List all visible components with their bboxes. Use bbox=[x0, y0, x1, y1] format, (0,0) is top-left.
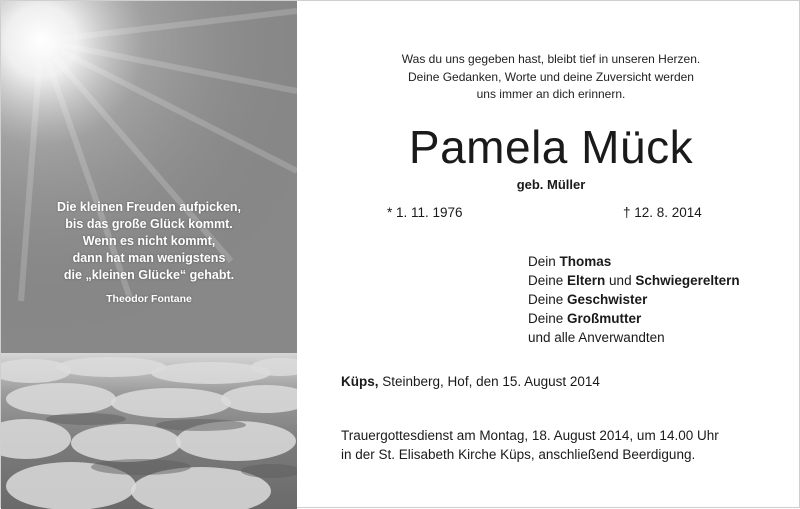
quote-line: Die kleinen Freuden aufpicken, bbox=[56, 200, 242, 214]
mourner-name: Schwiegereltern bbox=[635, 273, 740, 288]
epigraph-line: Deine Gedanken, Worte und deine Zuversicht werden bbox=[408, 69, 694, 84]
mourner-name: Geschwister bbox=[567, 292, 648, 307]
mourner-conjunction: und bbox=[605, 273, 636, 288]
sky-photo bbox=[1, 1, 297, 509]
quote bbox=[1, 199, 297, 284]
place-town: Küps, bbox=[341, 374, 379, 389]
mourner-prefix: Deine bbox=[528, 273, 568, 288]
service-line: Trauergottesdienst am Montag, 18. August 2014, um 14.00 Uhr bbox=[341, 428, 719, 443]
birth-date: * 1. 11. 1976 bbox=[387, 205, 463, 220]
mourner-name: Thomas bbox=[559, 254, 612, 269]
mourner-row bbox=[528, 290, 740, 309]
mourner-row bbox=[528, 328, 740, 347]
maiden-name: geb. Müller bbox=[516, 177, 586, 192]
epigraph bbox=[341, 51, 761, 104]
mourner-prefix: und alle Anverwandten bbox=[528, 330, 665, 345]
mourner-row bbox=[528, 271, 740, 290]
mourners-list bbox=[528, 252, 740, 347]
mourner-name: Großmutter bbox=[567, 311, 642, 326]
epigraph-line: uns immer an dich erinnern. bbox=[476, 87, 626, 101]
mourner-row bbox=[528, 309, 740, 328]
place-and-date bbox=[341, 374, 600, 389]
funeral-service-info bbox=[341, 426, 719, 464]
deceased-name: Pamela Mück bbox=[408, 121, 694, 173]
mourner-prefix: Dein bbox=[528, 254, 560, 269]
epigraph-line: Was du uns gegeben hast, bleibt tief in unseren Herzen. bbox=[401, 52, 701, 66]
quote-line: dann hat man wenigstens bbox=[72, 251, 226, 265]
quote-author: Theodor Fontane bbox=[106, 293, 192, 305]
service-line: in der St. Elisabeth Kirche Küps, anschließend Beerdigung. bbox=[341, 447, 696, 462]
quote-line: die „kleinen Glücke“ gehabt. bbox=[63, 268, 235, 282]
quote-line: bis das große Glück kommt. bbox=[65, 217, 233, 231]
quote-line: Wenn es nicht kommt, bbox=[82, 234, 216, 248]
death-date: † 12. 8. 2014 bbox=[623, 205, 702, 220]
mourner-name: Eltern bbox=[567, 273, 606, 288]
mourner-prefix: Deine bbox=[528, 292, 568, 307]
mourner-row bbox=[528, 252, 740, 271]
mourner-prefix: Deine bbox=[528, 311, 568, 326]
place-rest: Steinberg, Hof, den 15. August 2014 bbox=[378, 374, 600, 389]
